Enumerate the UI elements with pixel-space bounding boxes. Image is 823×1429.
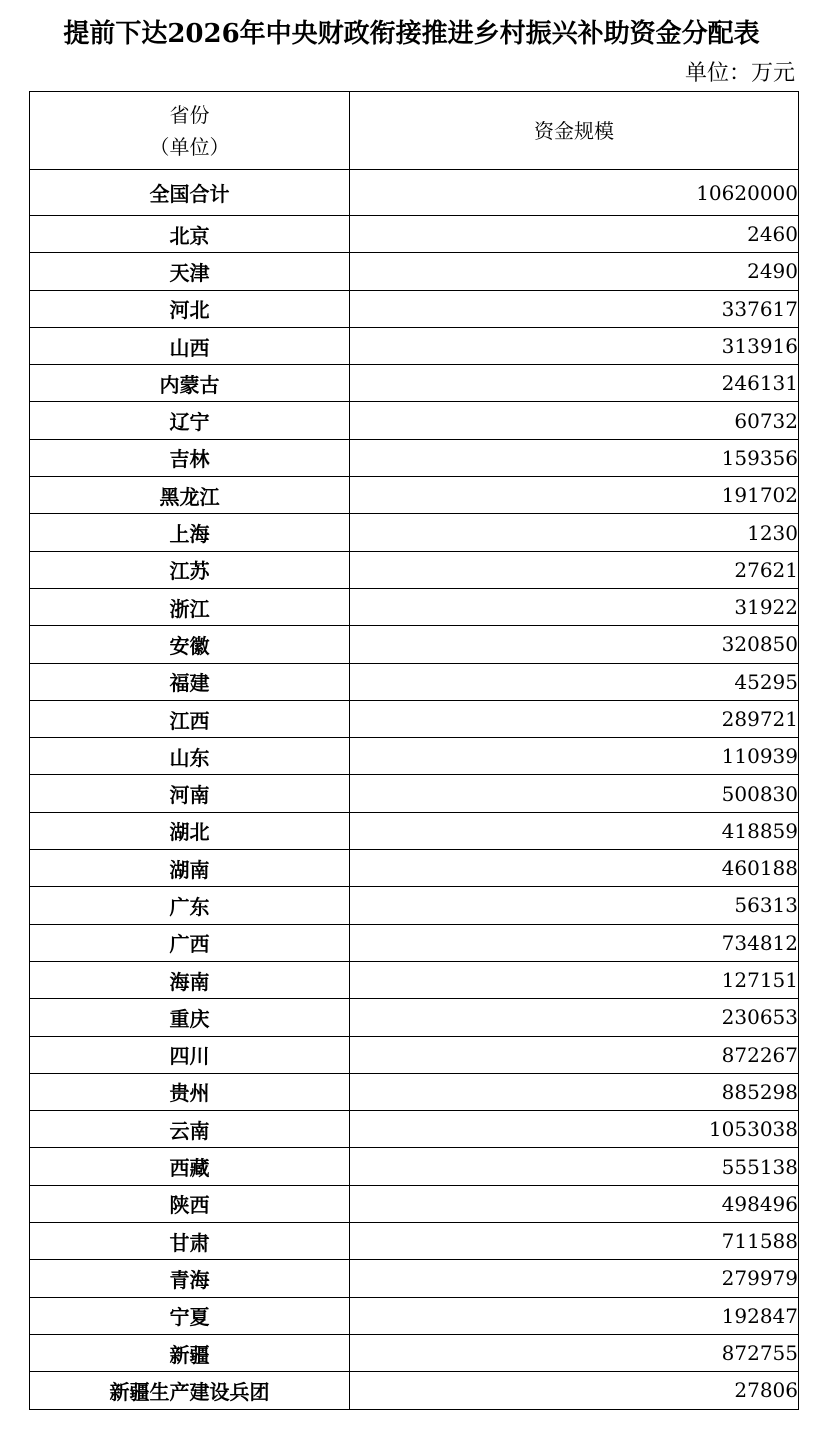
province-name: 陕西	[30, 1185, 350, 1222]
table-row	[30, 1260, 799, 1297]
province-amount: 159356	[350, 439, 799, 476]
table-row	[30, 402, 799, 439]
province-name: 北京	[30, 216, 350, 253]
province-amount: 337617	[350, 290, 799, 327]
province-name: 山东	[30, 738, 350, 775]
table-row	[30, 1223, 799, 1260]
table-row	[30, 1036, 799, 1073]
province-name: 青海	[30, 1260, 350, 1297]
total-name: 全国合计	[30, 170, 350, 216]
province-amount: 60732	[350, 402, 799, 439]
table-row	[30, 1372, 799, 1409]
province-amount: 885298	[350, 1073, 799, 1110]
province-name: 湖南	[30, 850, 350, 887]
province-name: 西藏	[30, 1148, 350, 1185]
table-row	[30, 626, 799, 663]
province-name: 新疆	[30, 1334, 350, 1371]
table-row	[30, 1297, 799, 1334]
table-row	[30, 1111, 799, 1148]
province-amount: 734812	[350, 924, 799, 961]
province-name: 上海	[30, 514, 350, 551]
province-name: 安徽	[30, 626, 350, 663]
province-amount: 872267	[350, 1036, 799, 1073]
province-name: 河北	[30, 290, 350, 327]
province-name: 江苏	[30, 551, 350, 588]
table-row	[30, 327, 799, 364]
province-name: 宁夏	[30, 1297, 350, 1334]
table-row	[30, 216, 799, 253]
province-amount: 1053038	[350, 1111, 799, 1148]
table-row	[30, 775, 799, 812]
table-row	[30, 588, 799, 625]
province-amount: 500830	[350, 775, 799, 812]
table-row	[30, 738, 799, 775]
header-province	[30, 92, 350, 170]
province-amount: 110939	[350, 738, 799, 775]
header-province-sublabel: （单位）	[149, 134, 230, 159]
province-amount: 1230	[350, 514, 799, 551]
table-row	[30, 1185, 799, 1222]
province-name: 贵州	[30, 1073, 350, 1110]
table-row	[30, 1148, 799, 1185]
table-row	[30, 290, 799, 327]
table-row	[30, 663, 799, 700]
province-name: 天津	[30, 253, 350, 290]
province-amount: 246131	[350, 365, 799, 402]
province-amount: 313916	[350, 327, 799, 364]
province-amount: 45295	[350, 663, 799, 700]
table-header-row	[30, 92, 799, 170]
province-name: 江西	[30, 700, 350, 737]
table-row	[30, 253, 799, 290]
province-amount: 2460	[350, 216, 799, 253]
province-amount: 27806	[350, 1372, 799, 1409]
allocation-table	[29, 91, 799, 1410]
table-row	[30, 850, 799, 887]
province-name: 内蒙古	[30, 365, 350, 402]
total-value: 10620000	[350, 170, 799, 216]
province-name: 云南	[30, 1111, 350, 1148]
province-amount: 56313	[350, 887, 799, 924]
table-row	[30, 365, 799, 402]
province-name: 重庆	[30, 999, 350, 1036]
province-amount: 230653	[350, 999, 799, 1036]
province-amount: 127151	[350, 961, 799, 998]
province-name: 辽宁	[30, 402, 350, 439]
province-amount: 289721	[350, 700, 799, 737]
province-name: 甘肃	[30, 1223, 350, 1260]
province-name: 四川	[30, 1036, 350, 1073]
province-amount: 711588	[350, 1223, 799, 1260]
table-row	[30, 477, 799, 514]
province-name: 新疆生产建设兵团	[30, 1372, 350, 1409]
header-amount: 资金规模	[350, 92, 799, 170]
table-row	[30, 924, 799, 961]
province-name: 浙江	[30, 588, 350, 625]
table-row	[30, 887, 799, 924]
province-amount: 872755	[350, 1334, 799, 1371]
table-row	[30, 1334, 799, 1371]
province-amount: 460188	[350, 850, 799, 887]
province-amount: 31922	[350, 588, 799, 625]
table-row	[30, 999, 799, 1036]
table-row	[30, 1073, 799, 1110]
province-amount: 418859	[350, 812, 799, 849]
table-row	[30, 514, 799, 551]
table-row	[30, 961, 799, 998]
province-amount: 555138	[350, 1148, 799, 1185]
province-name: 广东	[30, 887, 350, 924]
province-name: 福建	[30, 663, 350, 700]
table-row	[30, 439, 799, 476]
province-name: 河南	[30, 775, 350, 812]
table-row	[30, 812, 799, 849]
province-amount: 320850	[350, 626, 799, 663]
total-row	[30, 170, 799, 216]
province-name: 广西	[30, 924, 350, 961]
province-amount: 191702	[350, 477, 799, 514]
province-amount: 192847	[350, 1297, 799, 1334]
province-name: 湖北	[30, 812, 350, 849]
province-name: 吉林	[30, 439, 350, 476]
table-row	[30, 700, 799, 737]
province-amount: 279979	[350, 1260, 799, 1297]
table-row	[30, 551, 799, 588]
province-amount: 498496	[350, 1185, 799, 1222]
province-name: 山西	[30, 327, 350, 364]
province-amount: 2490	[350, 253, 799, 290]
header-province-label: 省份	[169, 102, 210, 127]
province-name: 黑龙江	[30, 477, 350, 514]
page-title: 提前下达2026年中央财政衔接推进乡村振兴补助资金分配表	[63, 19, 760, 49]
province-amount: 27621	[350, 551, 799, 588]
unit-label: 单位：万元	[684, 61, 795, 86]
province-name: 海南	[30, 961, 350, 998]
